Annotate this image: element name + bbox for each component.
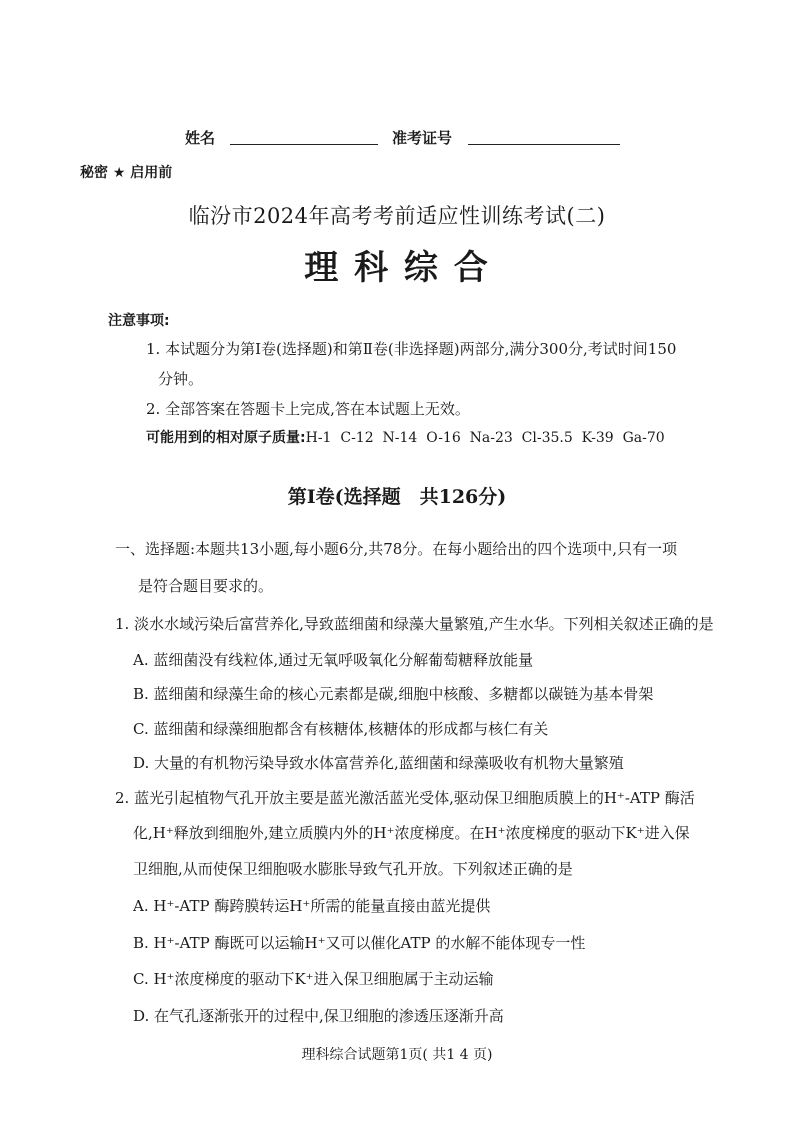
exam-id-label: 准考证号 <box>392 129 453 147</box>
page-footer: 理科综合试题第1页( 共1 4 页) <box>301 1047 493 1063</box>
question-2-stem-1: 2. 蓝光引起植物气孔开放主要是蓝光激活蓝光受体,驱动保卫细胞质膜上的H⁺-ATP 酶活 <box>115 789 695 807</box>
exam-title: 临汾市2024年高考考前适应性训练考试(二) <box>188 204 606 228</box>
question-1-option-a: A. 蓝细菌没有线粒体,通过无氧呼吸氧化分解葡萄糖释放能量 <box>133 651 534 669</box>
section-title: 第Ⅰ卷(选择题 共126分) <box>287 486 507 508</box>
secret-mark: 秘密 ★ 启用前 <box>80 165 173 181</box>
section-instructions-cont: 是符合题目要求的。 <box>138 577 274 595</box>
atomic-mass-line <box>146 427 665 447</box>
question-2-stem-2: 化,H⁺释放到细胞外,建立质膜内外的H⁺浓度梯度。在H⁺浓度梯度的驱动下K⁺进入保 <box>133 824 690 842</box>
question-2-option-c: C. H⁺浓度梯度的驱动下K⁺进入保卫细胞属于主动运输 <box>133 970 494 988</box>
atomic-mass-values: H-1 C-12 N-14 O-16 Na-23 Cl-35.5 K-39 Ga-70 <box>305 430 665 446</box>
question-1-option-d: D. 大量的有机物污染导致水体富营养化,蓝细菌和绿藻吸收有机物大量繁殖 <box>133 754 624 772</box>
question-1-option-b: B. 蓝细菌和绿藻生命的核心元素都是碳,细胞中核酸、多糖都以碳链为基本骨架 <box>133 685 654 703</box>
notes-heading: 注意事项: <box>108 313 170 329</box>
question-1-option-c: C. 蓝细菌和绿藻细胞都含有核糖体,核糖体的形成都与核仁有关 <box>133 720 549 738</box>
name-label: 姓名 <box>185 129 216 147</box>
question-2-option-b: B. H⁺-ATP 酶既可以运输H⁺又可以催化ATP 的水解不能体现专一性 <box>133 934 586 952</box>
note-item-1-cont: 分钟。 <box>158 370 204 388</box>
question-2-option-d: D. 在气孔逐渐张开的过程中,保卫细胞的渗透压逐渐升高 <box>133 1007 504 1025</box>
question-2-option-a: A. H⁺-ATP 酶跨膜转运H⁺所需的能量直接由蓝光提供 <box>133 897 491 915</box>
note-item-1: 1. 本试题分为第Ⅰ卷(选择题)和第Ⅱ卷(非选择题)两部分,满分300分,考试时间150 <box>146 340 677 358</box>
atomic-mass-label: 可能用到的相对原子质量: <box>146 430 306 446</box>
note-item-2: 2. 全部答案在答题卡上完成,答在本试题上无效。 <box>146 400 470 418</box>
question-2-stem-3: 卫细胞,从而使保卫细胞吸水膨胀导致气孔开放。下列叙述正确的是 <box>133 860 573 878</box>
subject-title: 理 科 综 合 <box>304 248 490 288</box>
question-1-stem: 1. 淡水水域污染后富营养化,导致蓝细菌和绿藻大量繁殖,产生水华。下列相关叙述正确的是 <box>115 615 714 633</box>
name-field[interactable] <box>230 128 378 145</box>
section-instructions: 一、选择题:本题共13小题,每小题6分,共78分。在每小题给出的四个选项中,只有一项 <box>115 540 678 558</box>
exam-id-field[interactable] <box>468 128 620 145</box>
